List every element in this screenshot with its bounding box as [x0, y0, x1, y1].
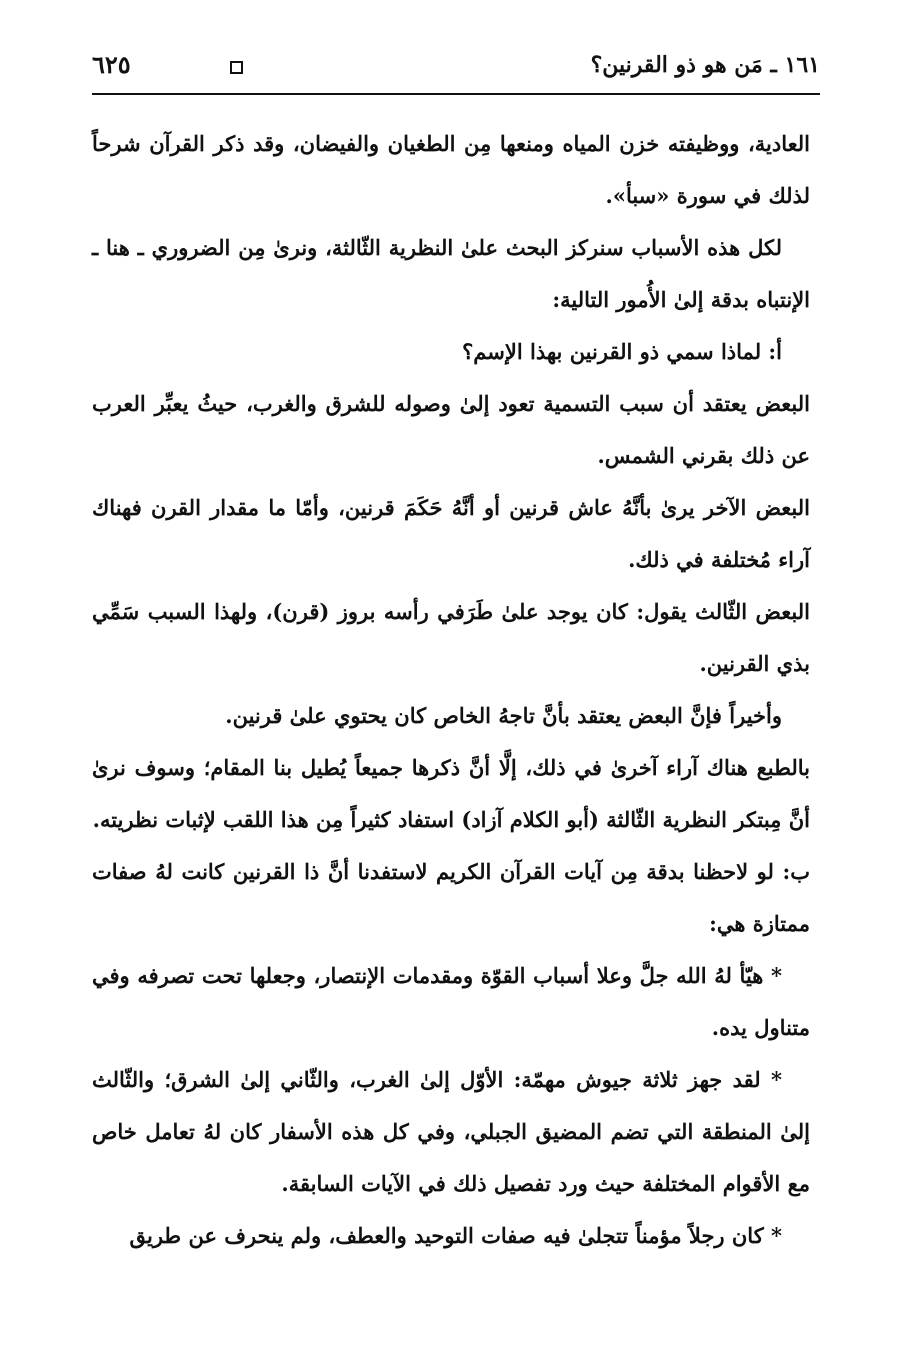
body-text: [92, 118, 810, 1262]
chapter-title: ١٦١ ـ مَن هو ذو القرنين؟: [590, 52, 820, 78]
paragraph: العادية، ووظيفته خزن المياه ومنعها مِن الطغيان والفيضان، وقد ذكر القرآن شرحاً لذلك في سورة «سبأ».: [92, 131, 810, 208]
paragraph: ب: لو لاحظنا بدقة مِن آيات القرآن الكريم لاستفدنا أنَّ ذا القرنين كانت لهُ صفات ممتازة هي:: [92, 859, 810, 936]
paragraph: لكل هذه الأسباب سنركز البحث علىٰ النظرية الثّالثة، ونرىٰ مِن الضروري ـ هنا ـ الإنتباه بدقة إلىٰ الأُمور التالية:: [92, 235, 810, 312]
running-header: [92, 46, 820, 86]
paragraph: البعض يعتقد أن سبب التسمية تعود إلىٰ وصوله للشرق والغرب، حيثُ يعبِّر العرب عن ذلك بقرني الشمس.: [92, 391, 810, 468]
bullet-paragraph: * كان رجلاً مؤمناً تتجلىٰ فيه صفات التوحيد والعطف، ولم ينحرف عن طريق: [129, 1223, 782, 1248]
header-rule: [92, 93, 820, 95]
paragraph: وأخيراً فإنَّ البعض يعتقد بأنَّ تاجهُ الخاص كان يحتوي علىٰ قرنين.: [225, 703, 782, 728]
paragraph: أ: لماذا سمي ذو القرنين بهذا الإسم؟: [462, 339, 782, 364]
bullet-paragraph: * لقد جهز ثلاثة جيوش مهمّة: الأوّل إلىٰ الغرب، والثّاني إلىٰ الشرق؛ والثّالث إلىٰ المنطقة التي تضم المضيق الجبلي، وفي كل هذه الأسفار كان لهُ تعامل خاص مع الأقوام المختلفة حيث ورد تفصيل ذلك في الآيات السابقة.: [92, 1067, 810, 1196]
square-separator-icon: [230, 61, 243, 74]
paragraph: البعض الآخر يرىٰ بأنَّهُ عاش قرنين أو أنَّهُ حَكَمَ قرنين، وأمّا ما مقدار القرن فهناك آراء مُختلفة في ذلك.: [92, 495, 810, 572]
paragraph: البعض الثّالث يقول: كان يوجد علىٰ طَرَفي رأسه بروز (قرن)، ولهذا السبب سَمِّي بذي القرنين.: [92, 599, 810, 676]
page-number: ٦٢٥: [92, 50, 131, 79]
paragraph: بالطبع هناك آراء آخرىٰ في ذلك، إلَّا أنَّ ذكرها جميعاً يُطيل بنا المقام؛ وسوف نرىٰ أنَّ مِبتكر النظرية الثّالثة (أبو الكلام آزاد) استفاد كثيراً مِن هذا اللقب لإثبات نظريته.: [92, 755, 810, 832]
bullet-paragraph: * هيّأ لهُ الله جلَّ وعلا أسباب القوّة ومقدمات الإنتصار، وجعلها تحت تصرفه وفي متناول يده.: [92, 963, 810, 1040]
